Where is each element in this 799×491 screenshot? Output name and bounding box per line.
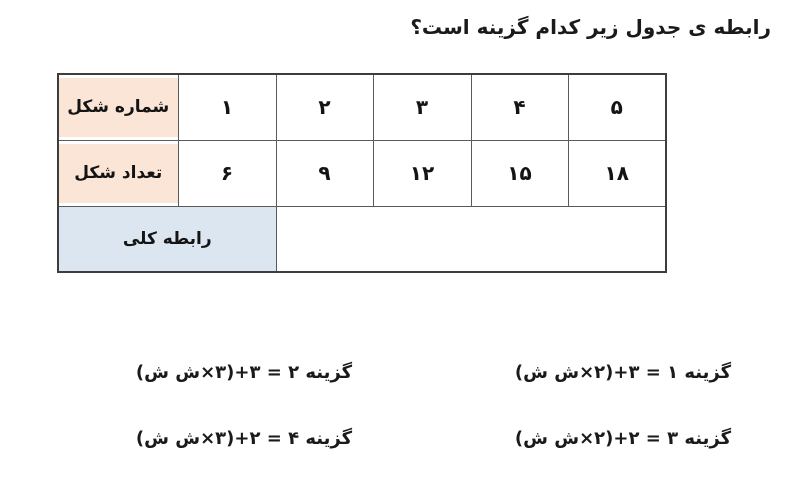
shape-count-cell: ۶ xyxy=(178,140,276,206)
shape-number-cell: ۵ xyxy=(568,74,666,140)
shape-number-cell: ۲ xyxy=(276,74,373,140)
option-4: گزینه ۴ = ۲+(۳×ش ش) xyxy=(135,428,353,449)
shape-count-cell: ۱۸ xyxy=(568,140,666,206)
row-label-general-relation: رابطه کلی xyxy=(58,206,276,272)
table-row-general-relation xyxy=(58,206,666,272)
row-label-shape-number: شماره شکل xyxy=(58,74,178,140)
shape-number-cell: ۳ xyxy=(373,74,471,140)
row-label-shape-count: تعداد شکل xyxy=(58,140,178,206)
shape-count-cell: ۹ xyxy=(276,140,373,206)
option-3: گزینه ۳ = ۲+(۲×ش ش) xyxy=(514,428,732,449)
table-row-shape-count xyxy=(58,140,666,206)
shape-count-cell: ۱۲ xyxy=(373,140,471,206)
shape-number-cell: ۴ xyxy=(471,74,568,140)
shape-number-cell: ۱ xyxy=(178,74,276,140)
question-title: رابطه ی جدول زیر کدام گزینه است؟ xyxy=(410,15,771,39)
table-row-shape-number xyxy=(58,74,666,140)
option-2: گزینه ۲ = ۳+(۳×ش ش) xyxy=(135,362,353,383)
general-relation-answer-cell xyxy=(276,206,666,272)
option-1: گزینه ۱ = ۳+(۲×ش ش) xyxy=(514,362,732,383)
shape-count-cell: ۱۵ xyxy=(471,140,568,206)
relation-table xyxy=(57,73,667,273)
